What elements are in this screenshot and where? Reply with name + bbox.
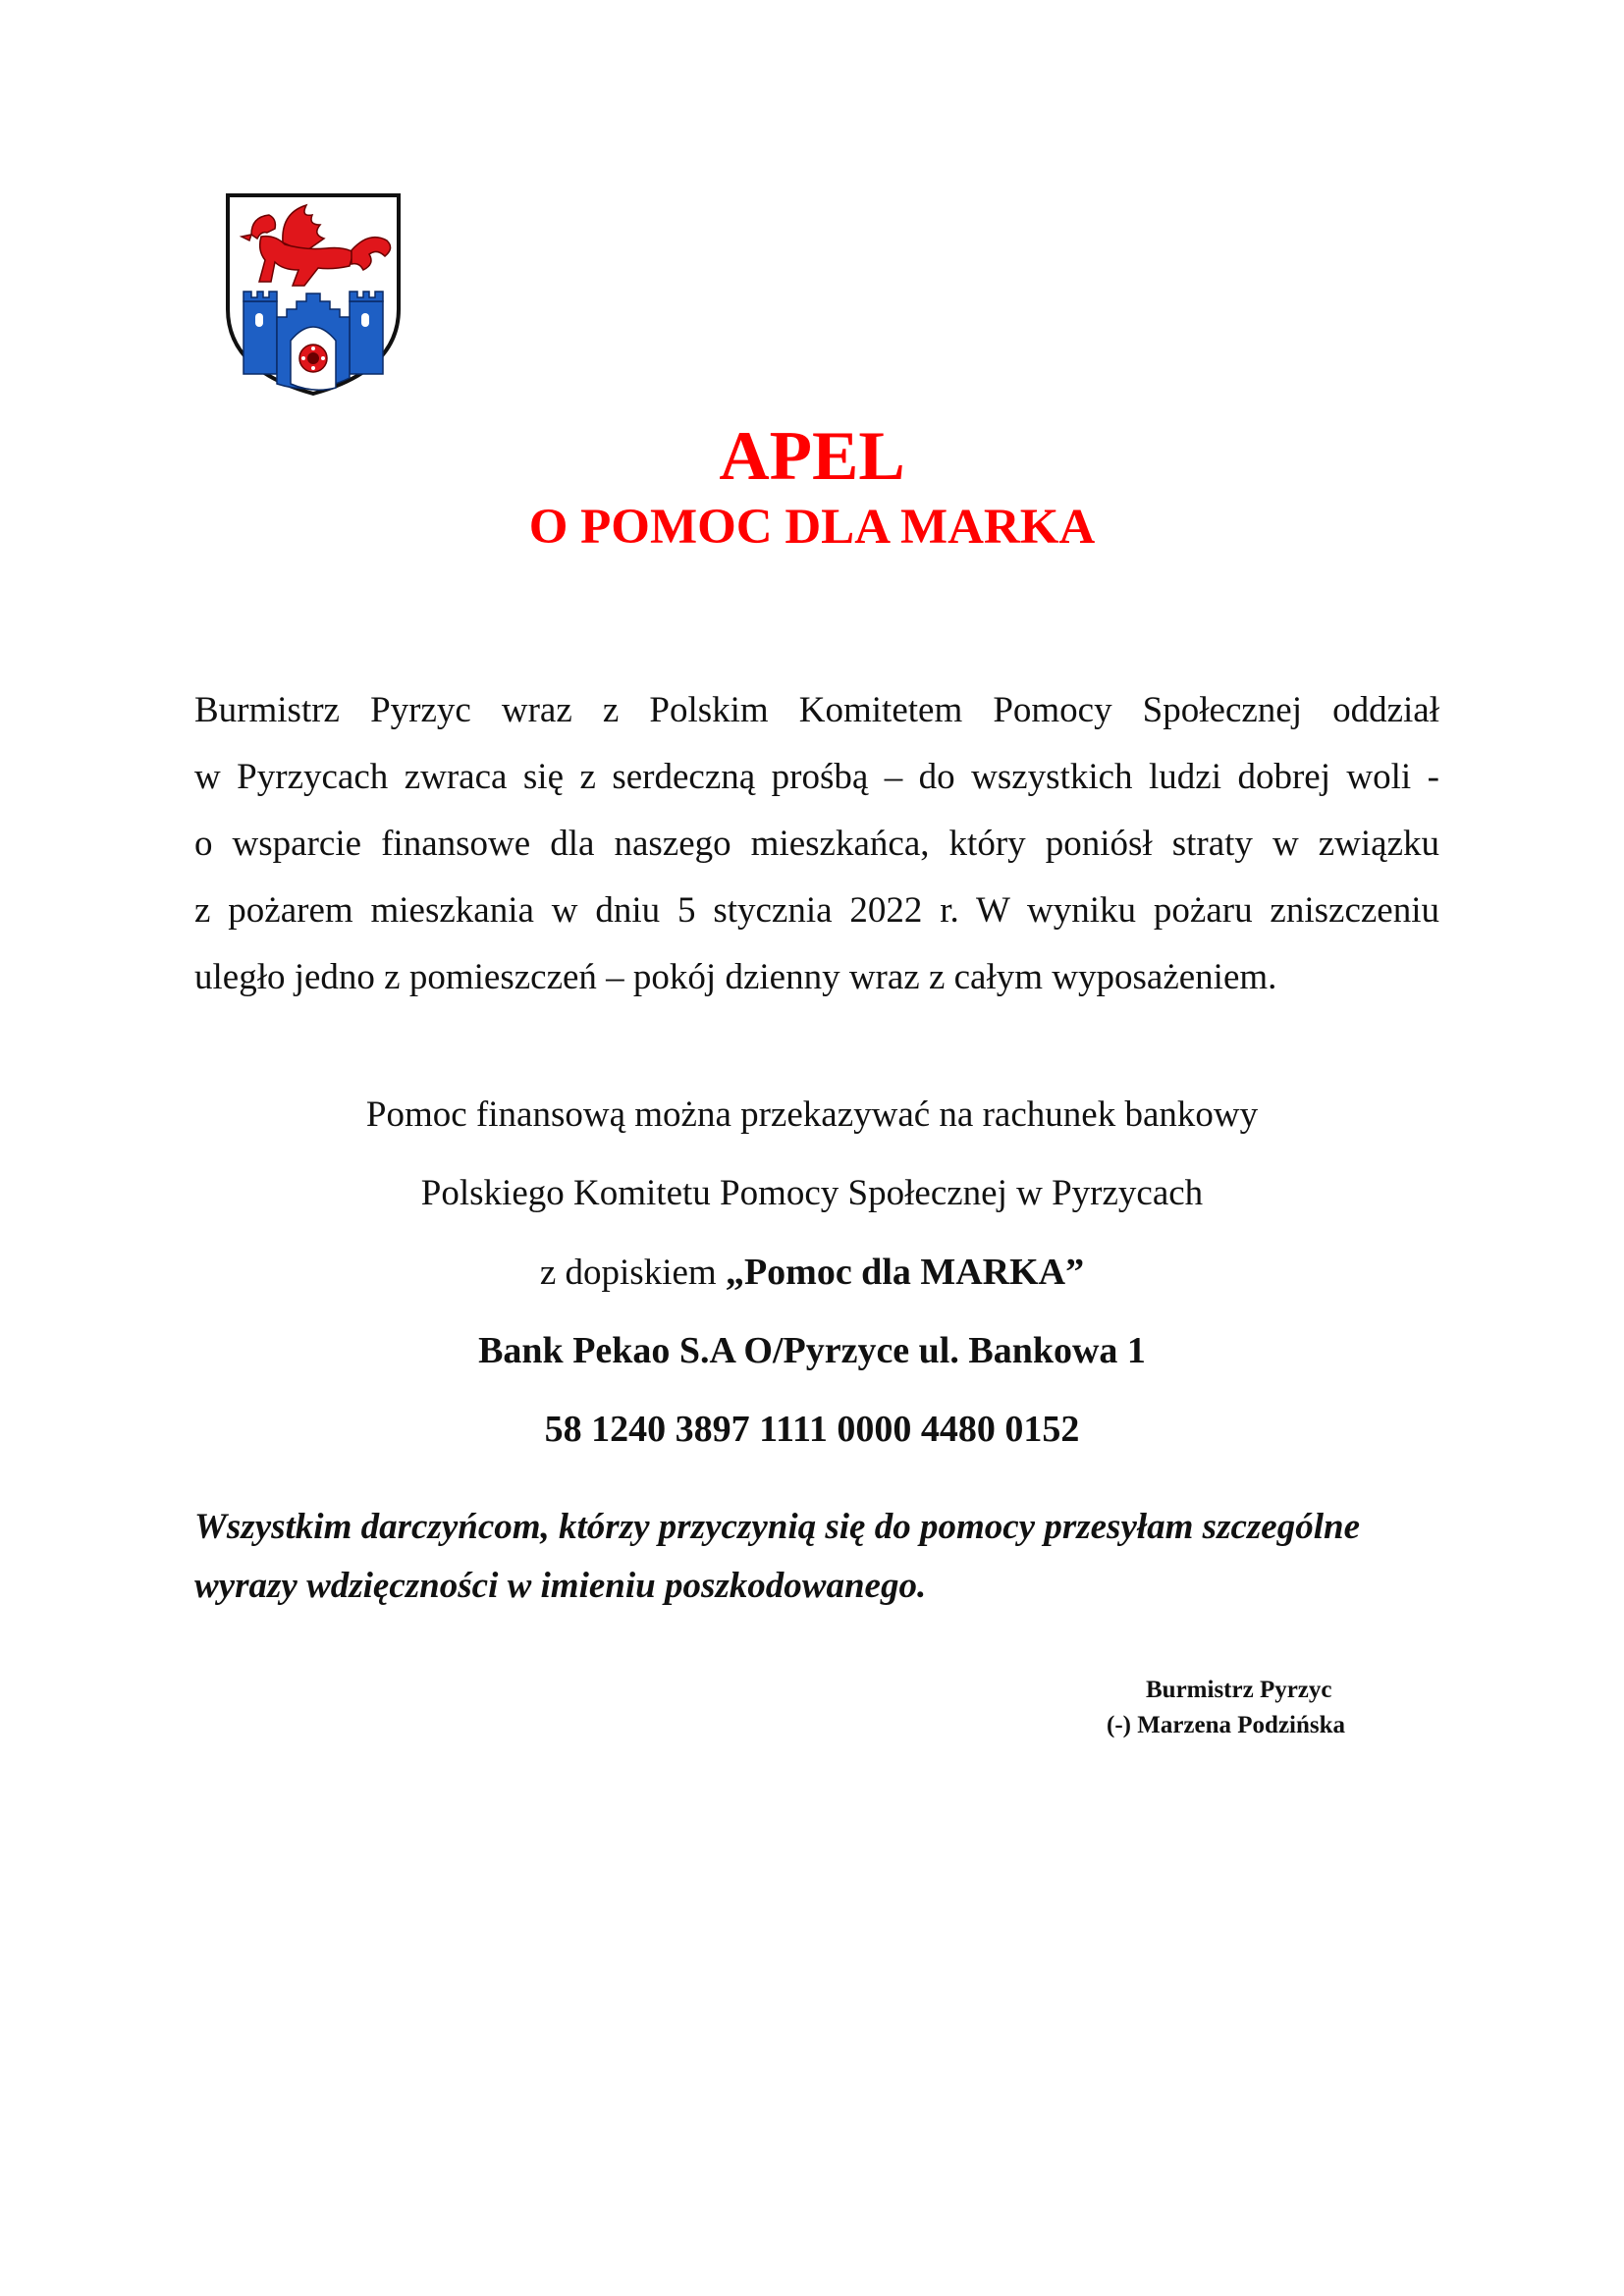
transfer-note-title: „Pomoc dla MARKA”	[725, 1252, 1085, 1293]
bank-account-number: 58 1240 3897 1111 0000 4480 0152	[544, 1409, 1080, 1450]
paragraph-line: Burmistrz Pyrzyc wraz z Polskim Komitetem Pomocy Społecznej oddział	[194, 690, 1439, 730]
signature-name: (-) Marzena Podzińska	[1107, 1712, 1346, 1738]
paragraph-line: w Pyrzycach zwraca się z serdeczną prośbą – do wszystkich ludzi dobrej woli -	[194, 757, 1439, 797]
paragraph-line: uległo jedno z pomieszczeń – pokój dzienny wraz z całym wyposażeniem.	[194, 957, 1277, 997]
signature-title: Burmistrz Pyrzyc	[1146, 1677, 1332, 1703]
paragraph-line: o wsparcie finansowe dla naszego mieszkańca, który poniósł straty w związku	[194, 824, 1439, 864]
bank-info	[0, 1076, 1624, 1468]
page-subtitle: O POMOC DLA MARKA	[528, 500, 1096, 555]
bank-recipient-line: Polskiego Komitetu Pomocy Społecznej w Pyrzycach	[420, 1173, 1204, 1213]
pyrzyce-coat-of-arms-icon	[222, 191, 405, 398]
appeal-paragraph	[194, 677, 1439, 1011]
transfer-note-line	[0, 1233, 1624, 1311]
thanks-line: Wszystkim darczyńcom, którzy przyczynią się do pomocy przesyłam szczególne	[194, 1507, 1360, 1547]
thanks-note	[194, 1498, 1439, 1616]
signature-block	[982, 1673, 1532, 1743]
transfer-note-prefix: z dopiskiem	[539, 1253, 726, 1293]
bank-name: Bank Pekao S.A O/Pyrzyce ul. Bankowa 1	[478, 1330, 1146, 1371]
bank-instructions-line: Pomoc finansową można przekazywać na rachunek bankowy	[365, 1095, 1259, 1135]
page-title: APEL	[719, 418, 905, 495]
paragraph-line: z pożarem mieszkania w dniu 5 stycznia 2022 r. W wyniku pożaru zniszczeniu	[194, 890, 1439, 931]
thanks-line: wyrazy wdzięczności w imieniu poszkodowanego.	[194, 1566, 927, 1606]
